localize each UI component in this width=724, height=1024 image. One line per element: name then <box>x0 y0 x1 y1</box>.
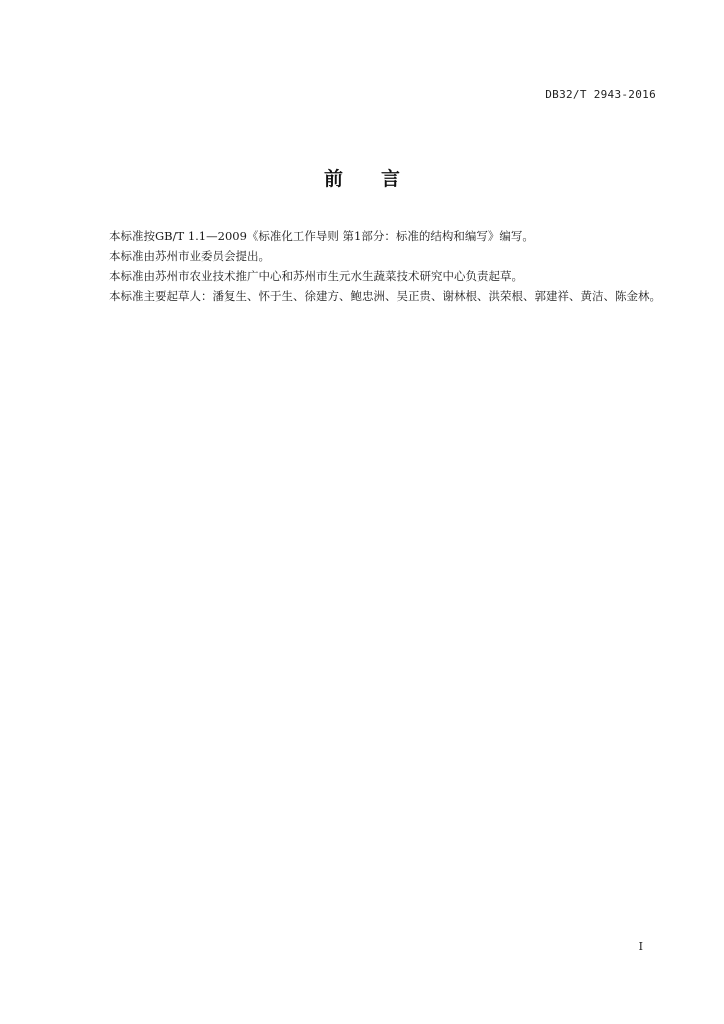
paragraph-drafting-units: 本标准由苏州市农业技术推广中心和苏州市生元水生蔬菜技术研究中心负责起草。 <box>109 269 523 283</box>
page-title <box>0 164 724 191</box>
title-char-1: 前 <box>323 168 343 190</box>
foreword-body <box>84 226 662 306</box>
page-number: I <box>638 940 643 953</box>
title-char-2: 言 <box>381 168 401 190</box>
paragraph-proposer: 本标准由苏州市业委员会提出。 <box>109 249 270 263</box>
standard-code-header: DB32/T 2943-2016 <box>545 88 656 101</box>
paragraph-compilation-basis: 本标准按GB/T 1.1—2009《标准化工作导则 第1部分：标准的结构和编写》编写。 <box>109 229 534 243</box>
paragraph-drafters: 本标准主要起草人：潘复生、怀于生、徐建方、鲍忠洲、吴正贵、谢林根、洪荣根、郭建祥、黄洁、陈金林。 <box>109 289 661 303</box>
